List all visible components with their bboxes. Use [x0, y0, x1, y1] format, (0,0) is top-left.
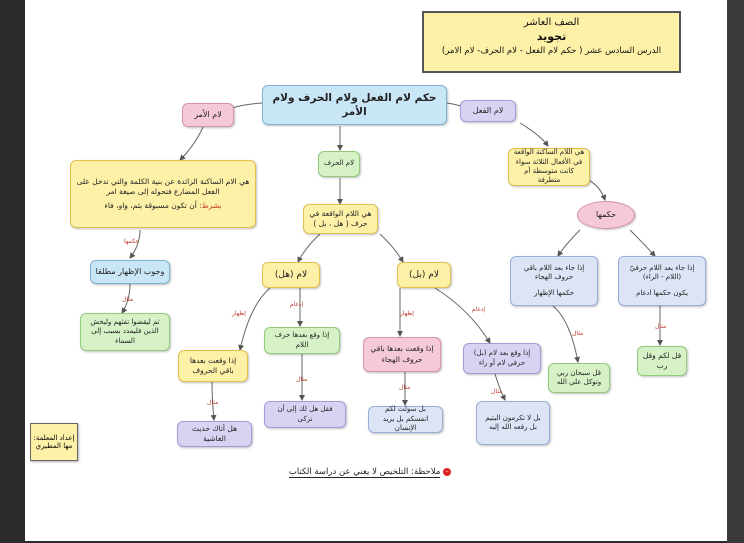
harf-definition-node: هي اللام الواقعة في حرف ( هل ، بل ) — [303, 204, 378, 234]
amr-condition-label: بشرط: — [199, 201, 222, 211]
footer-note-text: ملاحظة: التلخيص لا يغني عن دراسة الكتاب — [288, 467, 441, 477]
amr-title-node: لام الأمر — [182, 103, 234, 127]
root-node: حكم لام الفعل ولام الحرف ولام الأمر — [262, 85, 447, 125]
harf-title-node: لام الحرف — [318, 151, 360, 177]
fil-izhar-node — [510, 256, 598, 306]
signature-line1: إعداد المعلمة: — [33, 434, 75, 442]
fil-idgham-case: إذا جاء بعد اللام حرفيّ (اللام - الراء) — [629, 263, 695, 282]
fil-idgham-example-node: قل لكم وقل رب — [637, 346, 687, 376]
bal-title-node: لام (بل) — [397, 262, 451, 288]
fil-idgham-node — [618, 256, 706, 306]
footer-note — [270, 467, 470, 477]
fil-izhar-case: إذا جاء بعد اللام باقي حروف الهجاء — [523, 263, 585, 282]
bal-izhar-example-label: مثال — [399, 384, 411, 391]
fil-idgham-rule: يكون حكمها ادغام — [636, 288, 688, 297]
bal-idgham-label: إدغام — [472, 306, 486, 313]
fil-idgham-example-label: مثال — [655, 323, 667, 330]
bal-idgham-example-node: بل لا تكرمون اليتيم بل رفعه الله إليه — [476, 401, 550, 445]
hal-idgham-example-label: مثال — [296, 376, 308, 383]
hal-idgham-node: إذا وقع بعدها حرف اللام — [264, 327, 340, 354]
amr-definition-text: هي الام الساكنة الزائدة عن بنية الكلمة والتي تدخل على الفعل المضارع فتحوله إلى صيغة امر — [76, 176, 250, 196]
fil-izhar-rule: حكمها الإظهار — [533, 288, 575, 297]
signature-box — [30, 423, 78, 461]
fil-izhar-example-label: مثال — [572, 330, 584, 337]
fil-definition-node: هي اللام الساكنة الواقعة في الأفعال الثلاثة سواء كانت متوسطة أم متطرفة — [508, 148, 590, 186]
fil-rule-node: حكمها — [577, 201, 635, 229]
header-grade: الصف العاشر — [523, 17, 580, 28]
amr-example-label: مثال — [122, 296, 134, 303]
hal-izhar-example-node: هل أتاك حديث الغاشية — [177, 421, 252, 447]
bal-idgham-node: إذا وقع بعد لام (بل) حرفي لام أو راء — [463, 343, 541, 374]
bal-idgham-example-label: مثال — [491, 388, 503, 395]
hal-title-node: لام (هل) — [262, 262, 320, 288]
hal-izhar-label: إظهار — [232, 310, 246, 317]
amr-rule-label: حكمها — [124, 238, 140, 245]
hal-idgham-example-node: فقل هل لك إلى أن تزكى — [264, 401, 346, 428]
header-box — [422, 11, 681, 73]
hal-izhar-example-label: مثال — [207, 399, 219, 406]
amr-rule-node: وجوب الإظهار مطلقا — [90, 260, 170, 284]
hal-izhar-node: إذا وقعت بعدها باقي الحروف — [178, 350, 248, 382]
amr-definition-node — [70, 160, 256, 228]
amr-condition-row — [104, 201, 221, 211]
fil-izhar-example-node: قل سبحان ربي وتوكل على الله — [548, 363, 610, 393]
stop-icon: – — [443, 468, 451, 476]
bal-izhar-example-node: بل سولت لكم انفسكم بل يريد الإنسان — [368, 406, 443, 433]
fil-title-node: لام الفعل — [460, 100, 516, 122]
hal-idgham-label: إدغام — [290, 301, 304, 308]
header-lesson: الدرس السادس عشر ( حكم لام الفعل - لام الحرف- لام الامر) — [441, 46, 662, 56]
header-subject: تجويد — [536, 30, 567, 43]
amr-example-node: ثم ليقضوا تفثهم وليخش الذين فليمدد بسبب إلى السماء — [80, 313, 170, 351]
bal-izhar-label: إظهار — [400, 310, 414, 317]
bal-izhar-node: إذا وقعت بعدها باقي حروف الهجاء — [363, 337, 441, 372]
signature-line2: مها المطيري — [35, 442, 73, 450]
amr-condition-text: أن تكون مسبوقة بثم، واو، فاء — [104, 201, 197, 211]
